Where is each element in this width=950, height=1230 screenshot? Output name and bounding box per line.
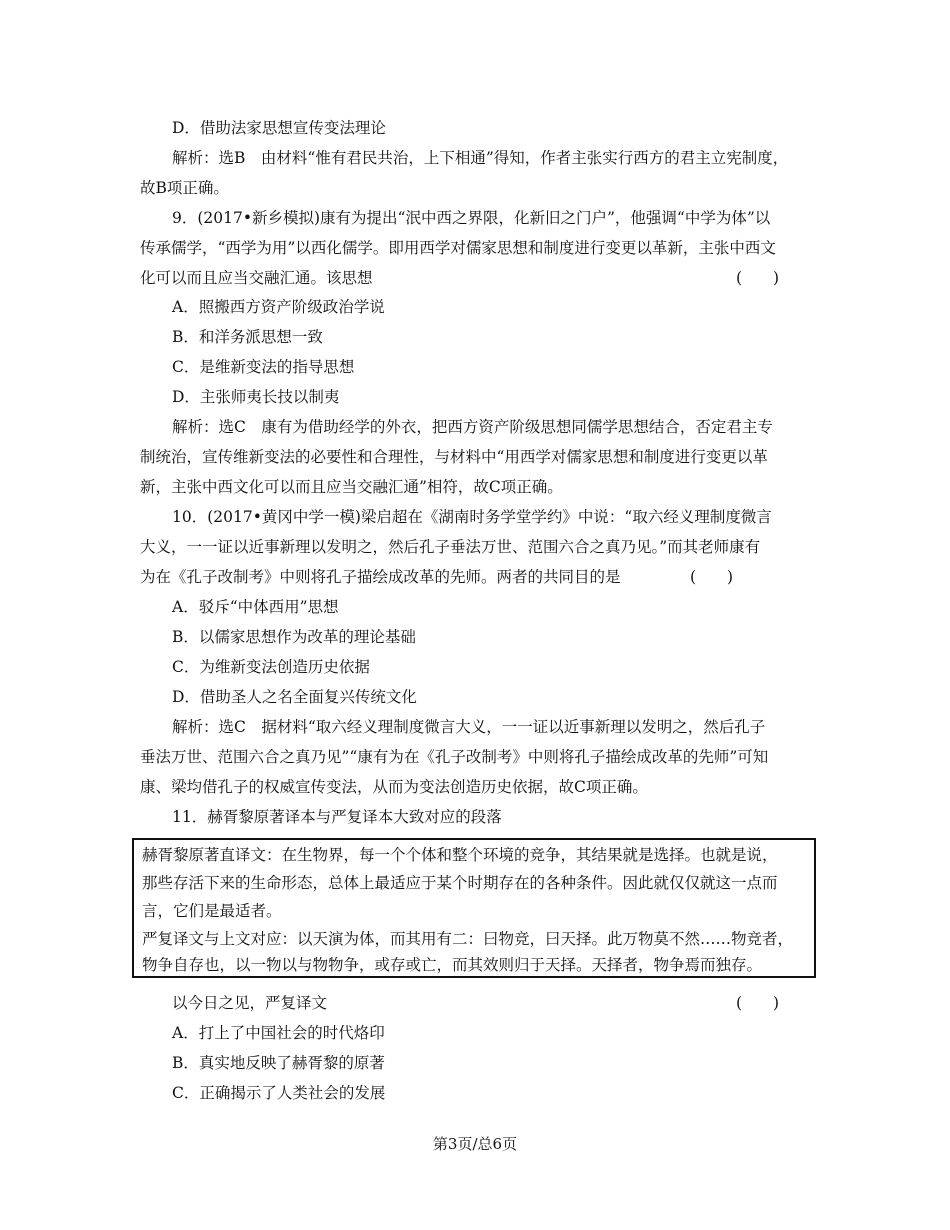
option-d-q8: D．借助法家思想宣传变法理论 — [172, 119, 386, 137]
option-b-q10: B．以儒家思想作为改革的理论基础 — [172, 628, 416, 646]
analysis-q9: 解析：选C 康有为借助经学的外衣，把西方资产阶级思想同儒学思想结合，否定君主专 — [172, 418, 773, 436]
question-9-cont-1: 传承儒学，“西学为用”以西化儒学。即用西学对儒家思想和制度进行变更以革新，主张中西文 — [140, 239, 776, 257]
answer-paren-q10: ( ) — [690, 568, 734, 586]
analysis-q9-cont-1: 制统治，宣传维新变法的必要性和合理性，与材料中“用西学对儒家思想和制度进行变更以革 — [140, 448, 768, 466]
option-d-q10: D．借助圣人之名全面复兴传统文化 — [172, 688, 417, 706]
page-footer: 第3页/总6页 — [432, 1135, 518, 1153]
option-b-q11: B．真实地反映了赫胥黎的原著 — [172, 1054, 385, 1072]
analysis-q10-cont-2: 康、梁均借孔子的权威宣传变法，从而为变法创造历史依据，故C项正确。 — [140, 778, 648, 796]
option-c-q9: C．是维新变法的指导思想 — [172, 358, 355, 376]
question-11-stem: 以今日之见，严复译文 — [172, 994, 328, 1012]
analysis-q8: 解析：选B 由材料“惟有君民共治，上下相通”得知，作者主张实行西方的君主立宪制度， — [172, 149, 789, 167]
analysis-q8-cont: 故B项正确。 — [140, 179, 229, 197]
analysis-q9-cont-2: 新，主张中西文化可以而且应当交融汇通”相符，故C项正确。 — [140, 478, 563, 496]
analysis-q10: 解析：选C 据材料“取六经义理制度微言大义，一一证以近事新理以发明之，然后孔子 — [172, 718, 766, 736]
passage-line-4: 严复译文与上文对应：以天演为体，而其用有二：曰物竞，曰天择。此万物莫不然……物竞者， — [142, 930, 794, 948]
passage-line-5: 物争自存也，以一物以与物物争，或存或亡，而其效则归于天择。天择者，物争焉而独存。 — [142, 956, 763, 974]
question-9: 9．(2017•新乡模拟)康有为提出“泯中西之界限，化新旧之门户”，他强调“中学为体”以 — [172, 209, 771, 227]
question-10-cont-2: 为在《孔子改制考》中则将孔子描绘成改革的先师。两者的共同目的是 — [140, 568, 621, 586]
option-c-q11: C．正确揭示了人类社会的发展 — [172, 1084, 386, 1102]
option-a-q10: A．驳斥“中体西用”思想 — [172, 598, 339, 616]
option-d-q9: D．主张师夷长技以制夷 — [172, 388, 340, 406]
passage-line-2: 那些存活下来的生命形态，总体上最适应于某个时期存在的各种条件。因此就仅仅就这一点而 — [142, 874, 778, 892]
question-10: 10．(2017•黄冈中学一模)梁启超在《湖南时务学堂学约》中说：“取六经义理制度微言 — [172, 508, 772, 526]
passage-box — [132, 838, 816, 978]
passage-line-1: 赫胥黎原著直译文：在生物界，每一个个体和整个环境的竞争，其结果就是选择。也就是说， — [142, 846, 778, 864]
option-b-q9: B．和洋务派思想一致 — [172, 328, 323, 346]
option-c-q10: C．为维新变法创造历史依据 — [172, 658, 370, 676]
analysis-q10-cont-1: 垂法万世、范围六合之真乃见”“康有为在《孔子改制考》中则将孔子描绘成改革的先师”可知 — [140, 748, 769, 766]
question-11: 11．赫胥黎原著译本与严复译本大致对应的段落 — [172, 808, 502, 826]
answer-paren-q11: ( ) — [736, 994, 780, 1012]
passage-line-3: 言，它们是最适者。 — [142, 902, 282, 920]
answer-paren-q9: ( ) — [736, 269, 780, 287]
option-a-q11: A．打上了中国社会的时代烙印 — [172, 1024, 385, 1042]
question-9-cont-2: 化可以而且应当交融汇通。该思想 — [140, 269, 373, 287]
option-a-q9: A．照搬西方资产阶级政治学说 — [172, 298, 385, 316]
question-10-cont-1: 大义，一一证以近事新理以发明之，然后孔子垂法万世、范围六合之真乃见。”而其老师康有 — [140, 538, 761, 556]
